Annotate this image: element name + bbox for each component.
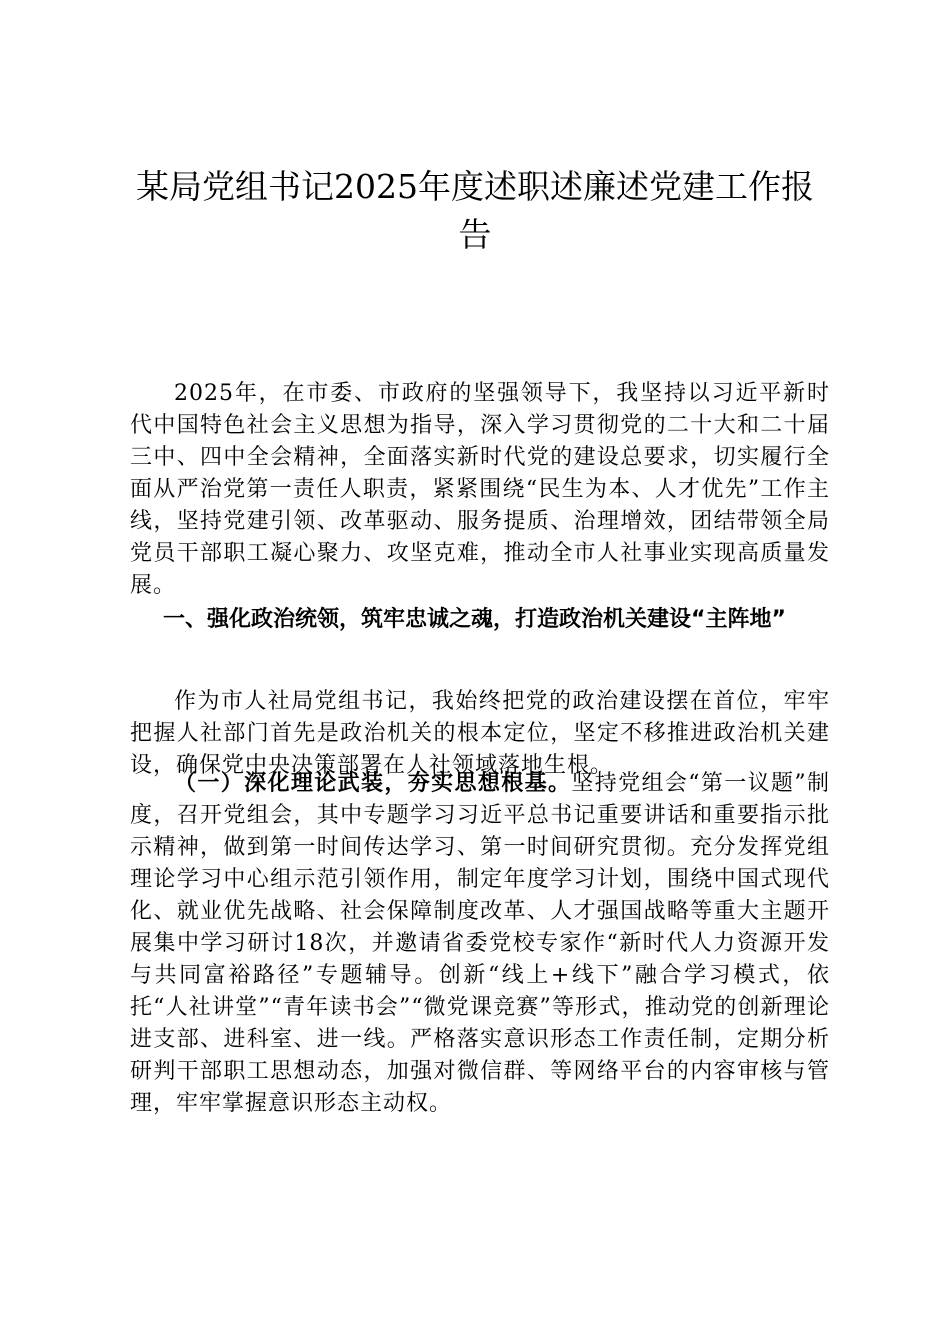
subsection-text: 坚持党组会“第一议题”制度，召开党组会，其中专题学习习近平总书记重要讲话和重要指示批示精神，做到第一时间传达学习、第一时间研究贯彻。充分发挥党组理论学习中心组示范引领作用，制定年度学习计划，围绕中国式现代化、就业优先战略、社会保障制度改革、人才强国战略等重大主题开展集中学习研讨18次，并邀请省委党校专家作“新时代人力资源开发与共同富裕路径”专题辅导。创新“线上+线下”融合学习模式，依托“人社讲堂”“青年读书会”“微党课竞赛”等形式，推动党的创新理论进支部、进科室、进一线。严格落实意识形态工作责任制，定期分析研判干部职工思想动态，加强对微信群、等网络平台的内容审核与管理，牢牢掌握意识形态主动权。 — [130, 771, 830, 1116]
intro-paragraph: 2025年，在市委、市政府的坚强领导下，我坚持以习近平新时代中国特色社会主义思想为指导，深入学习贯彻党的二十大和二十届三中、四中全会精神，全面落实新时代党的建设总要求，切实履行全面从严治党第一责任人职责，紧紧围绕“民生为本、人才优先”工作主线，坚持党建引领、改革驱动、服务提质、治理增效，团结带领全局党员干部职工凝心聚力、攻坚克难，推动全市人社事业实现高质量发展。 — [130, 381, 830, 598]
section-paragraph: 作为市人社局党组书记，我始终把党的政治建设摆在首位，牢牢把握人社部门首先是政治机关的根本定位，坚定不移推进政治机关建设，确保党中央决策部署在人社领域落地生根。 — [130, 689, 830, 778]
subsection-lead: （一）深化理论武装，夯实思想根基。 — [174, 771, 572, 796]
subsection-paragraph — [130, 768, 830, 1120]
document-title: 某局党组书记2025年度述职述廉述党建工作报告 — [136, 167, 814, 254]
section-heading: 一、强化政治统领，筑牢忠诚之魂，打造政治机关建设“主阵地” — [163, 607, 786, 632]
